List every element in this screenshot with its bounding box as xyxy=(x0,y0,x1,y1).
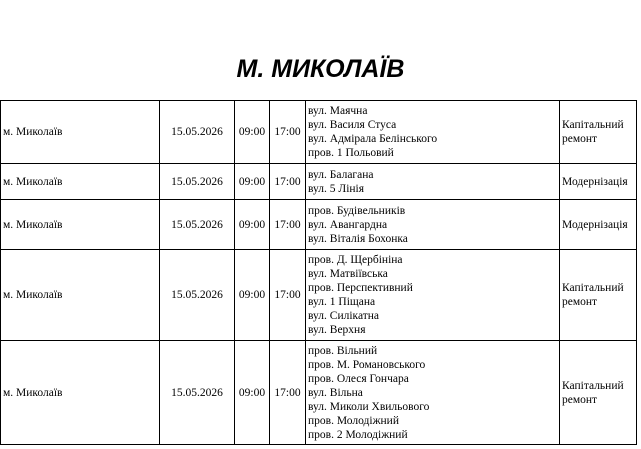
work-type-cell xyxy=(560,341,637,445)
table-row xyxy=(1,250,637,341)
street-name: вул. Авангардна xyxy=(308,218,388,231)
outage-schedule-table xyxy=(0,100,637,445)
table-row xyxy=(1,200,637,250)
date-cell: 15.05.2026 xyxy=(160,101,235,164)
work-type-cell xyxy=(560,164,637,200)
work-type-text: Модернізація xyxy=(562,218,628,231)
street-name: пров. Олеся Гончара xyxy=(308,372,409,385)
street-name: вул. Силікатна xyxy=(308,310,380,322)
end-time-cell: 17:00 xyxy=(270,341,306,445)
work-type-text: Модернізація xyxy=(562,175,628,188)
table-row xyxy=(1,101,637,164)
street-name: вул. 1 Піщана xyxy=(308,296,376,308)
streets-cell xyxy=(306,341,560,445)
street-name: вул. Балагана xyxy=(308,168,374,181)
city-cell: м. Миколаїв xyxy=(1,101,160,164)
city-cell: м. Миколаїв xyxy=(1,164,160,200)
street-name: вул. Маячна xyxy=(308,105,368,117)
street-name: вул. Верхня xyxy=(308,324,366,336)
streets-cell xyxy=(306,200,560,250)
street-name: вул. Віталія Бохонка xyxy=(308,232,408,245)
date-cell: 15.05.2026 xyxy=(160,341,235,445)
end-time-cell: 17:00 xyxy=(270,164,306,200)
table-row xyxy=(1,164,637,200)
street-name: вул. Вільна xyxy=(308,386,363,399)
work-type-text: Капітальний xyxy=(562,282,624,294)
work-type-text: ремонт xyxy=(562,133,598,145)
date-cell: 15.05.2026 xyxy=(160,164,235,200)
start-time-cell: 09:00 xyxy=(235,250,270,341)
city-cell: м. Миколаїв xyxy=(1,341,160,445)
city-cell: м. Миколаїв xyxy=(1,250,160,341)
end-time-cell: 17:00 xyxy=(270,200,306,250)
street-name: вул. Матвіївська xyxy=(308,268,388,280)
start-time-cell: 09:00 xyxy=(235,341,270,445)
street-name: пров. М. Романовського xyxy=(308,358,426,371)
street-name: пров. Молодіжний xyxy=(308,414,399,427)
work-type-text: Капітальний xyxy=(562,119,624,131)
date-cell: 15.05.2026 xyxy=(160,200,235,250)
end-time-cell: 17:00 xyxy=(270,250,306,341)
work-type-text: ремонт xyxy=(562,296,598,308)
streets-cell xyxy=(306,164,560,200)
street-name: вул. Адмірала Белінського xyxy=(308,133,438,145)
work-type-cell xyxy=(560,101,637,164)
city-cell: м. Миколаїв xyxy=(1,200,160,250)
table-row xyxy=(1,341,637,445)
start-time-cell: 09:00 xyxy=(235,101,270,164)
street-name: пров. Будівельників xyxy=(308,204,406,217)
start-time-cell: 09:00 xyxy=(235,164,270,200)
date-cell: 15.05.2026 xyxy=(160,250,235,341)
work-type-cell xyxy=(560,250,637,341)
street-name: пров. 1 Польовий xyxy=(308,147,394,159)
street-name: пров. Д. Щербініна xyxy=(308,254,403,266)
end-time-cell: 17:00 xyxy=(270,101,306,164)
street-name: пров. Вільний xyxy=(308,344,378,357)
work-type-cell xyxy=(560,200,637,250)
schedule-body xyxy=(1,101,637,445)
work-type-text: ремонт xyxy=(562,393,598,406)
streets-cell xyxy=(306,101,560,164)
street-name: вул. Миколи Хвильового xyxy=(308,400,430,413)
street-name: пров. 2 Молодіжний xyxy=(308,428,408,441)
street-name: вул. 5 Лінія xyxy=(308,182,365,195)
page-title: М. МИКОЛАЇВ xyxy=(236,55,405,83)
work-type-text: Капітальний xyxy=(562,379,624,392)
start-time-cell: 09:00 xyxy=(235,200,270,250)
streets-cell xyxy=(306,250,560,341)
street-name: пров. Перспективний xyxy=(308,282,413,294)
street-name: вул. Василя Стуса xyxy=(308,119,397,131)
